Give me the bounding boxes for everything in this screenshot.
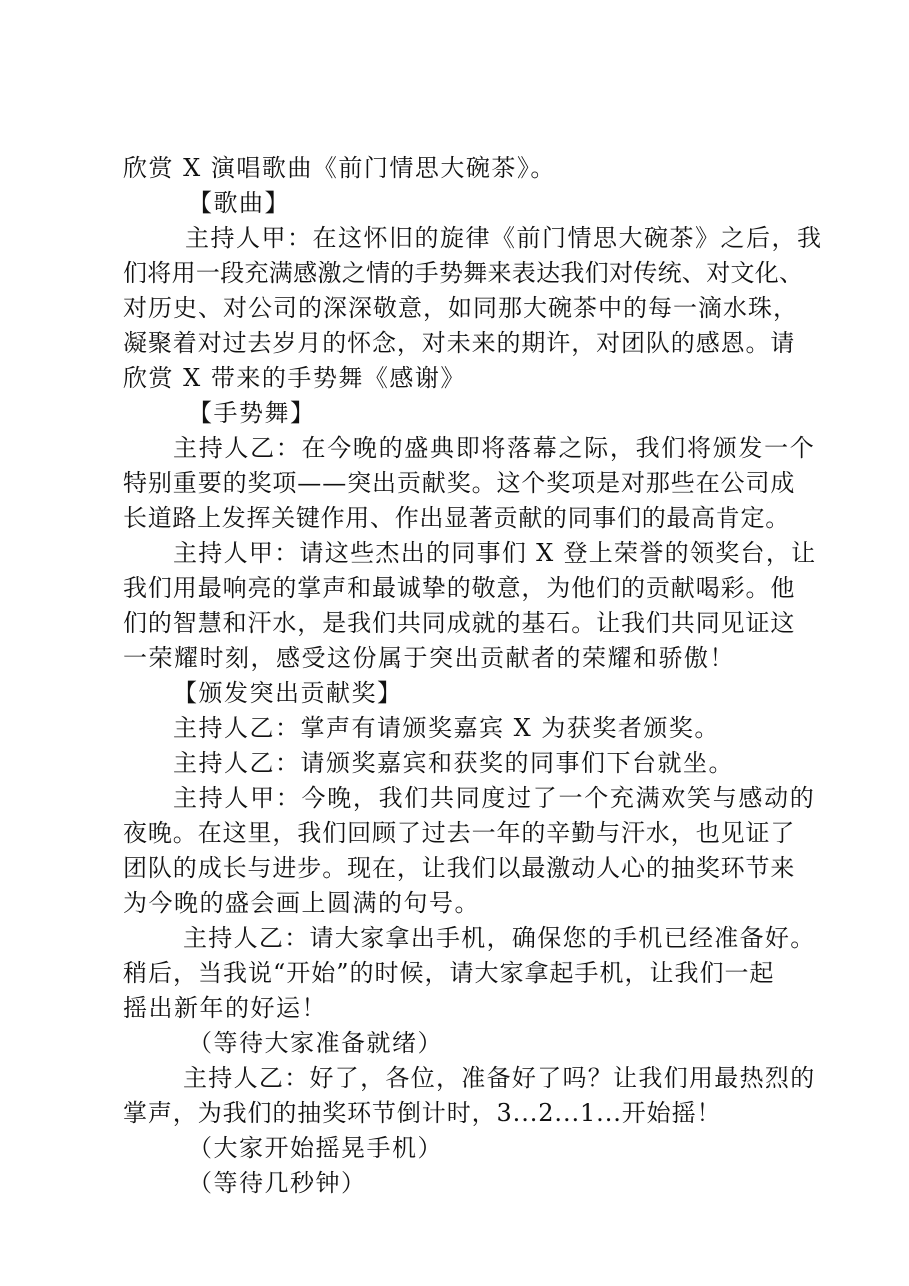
stage-direction: （等待几秒钟）: [188, 1169, 367, 1197]
section-heading-award: 【颁发突出贡献奖】: [173, 679, 403, 707]
section-heading-gesture-dance: 【手势舞】: [188, 399, 316, 427]
text-line: 主持人甲：在这怀旧的旋律《前门情思大碗茶》之后，我: [185, 224, 823, 252]
text-line: 对历史、对公司的深深敬意，如同那大碗茶中的每一滴水珠，: [123, 294, 798, 322]
text-line: 夜晚。在这里，我们回顾了过去一年的辛勤与汗水，也见证了: [123, 819, 796, 847]
text-line: 主持人乙：好了，各位，准备好了吗？让我们用最热烈的: [183, 1064, 816, 1092]
text-line: 长道路上发挥关键作用、作出显著贡献的同事们的最高肯定。: [123, 504, 790, 532]
text-line: 主持人乙：掌声有请颁奖嘉宾 X 为获奖者颁奖。: [173, 714, 720, 742]
text-line: 为今晚的盛会画上圆满的句号。: [123, 889, 480, 917]
text-line: 主持人乙：请大家拿出手机，确保您的手机已经准备好。: [183, 924, 816, 952]
text-line: 凝聚着对过去岁月的怀念，对未来的期许，对团队的感恩。请: [123, 329, 796, 357]
stage-direction: （大家开始摇晃手机）: [188, 1134, 443, 1162]
text-line: 主持人甲：今晚，我们共同度过了一个充满欢笑与感动的: [173, 784, 816, 812]
text-line: 主持人乙：在今晚的盛典即将落幕之际，我们将颁发一个: [173, 434, 816, 462]
text-line: 们将用一段充满感激之情的手势舞来表达我们对传统、对文化、: [123, 259, 804, 287]
text-line: 欣赏 X 带来的手势舞《感谢》: [123, 364, 466, 392]
text-line: 一荣耀时刻，感受这份属于突出贡献者的荣耀和骄傲！: [123, 644, 735, 672]
text-line: 我们用最响亮的掌声和最诚挚的敬意，为他们的贡献喝彩。他: [123, 574, 796, 602]
text-line: 稍后，当我说“开始”的时候，请大家拿起手机，让我们一起: [123, 959, 775, 987]
section-heading-song: 【歌曲】: [188, 189, 290, 217]
text-line: 主持人甲：请这些杰出的同事们 X 登上荣誉的领奖台，让: [173, 539, 817, 567]
stage-direction: （等待大家准备就绪）: [188, 1029, 443, 1057]
text-line: 们的智慧和汗水，是我们共同成就的基石。让我们共同见证这: [123, 609, 796, 637]
text-line: 掌声，为我们的抽奖环节倒计时，3...2...1...开始摇！: [123, 1099, 722, 1127]
text-line: 团队的成长与进步。现在，让我们以最激动人心的抽奖环节来: [123, 854, 796, 882]
text-line: 主持人乙：请颁奖嘉宾和获奖的同事们下台就坐。: [173, 749, 734, 777]
text-line: 欣赏 X 演唱歌曲《前门情思大碗茶》。: [123, 154, 556, 182]
text-line: 特别重要的奖项——突出贡献奖。这个奖项是对那些在公司成: [123, 469, 796, 497]
text-line: 摇出新年的好运！: [123, 994, 327, 1022]
